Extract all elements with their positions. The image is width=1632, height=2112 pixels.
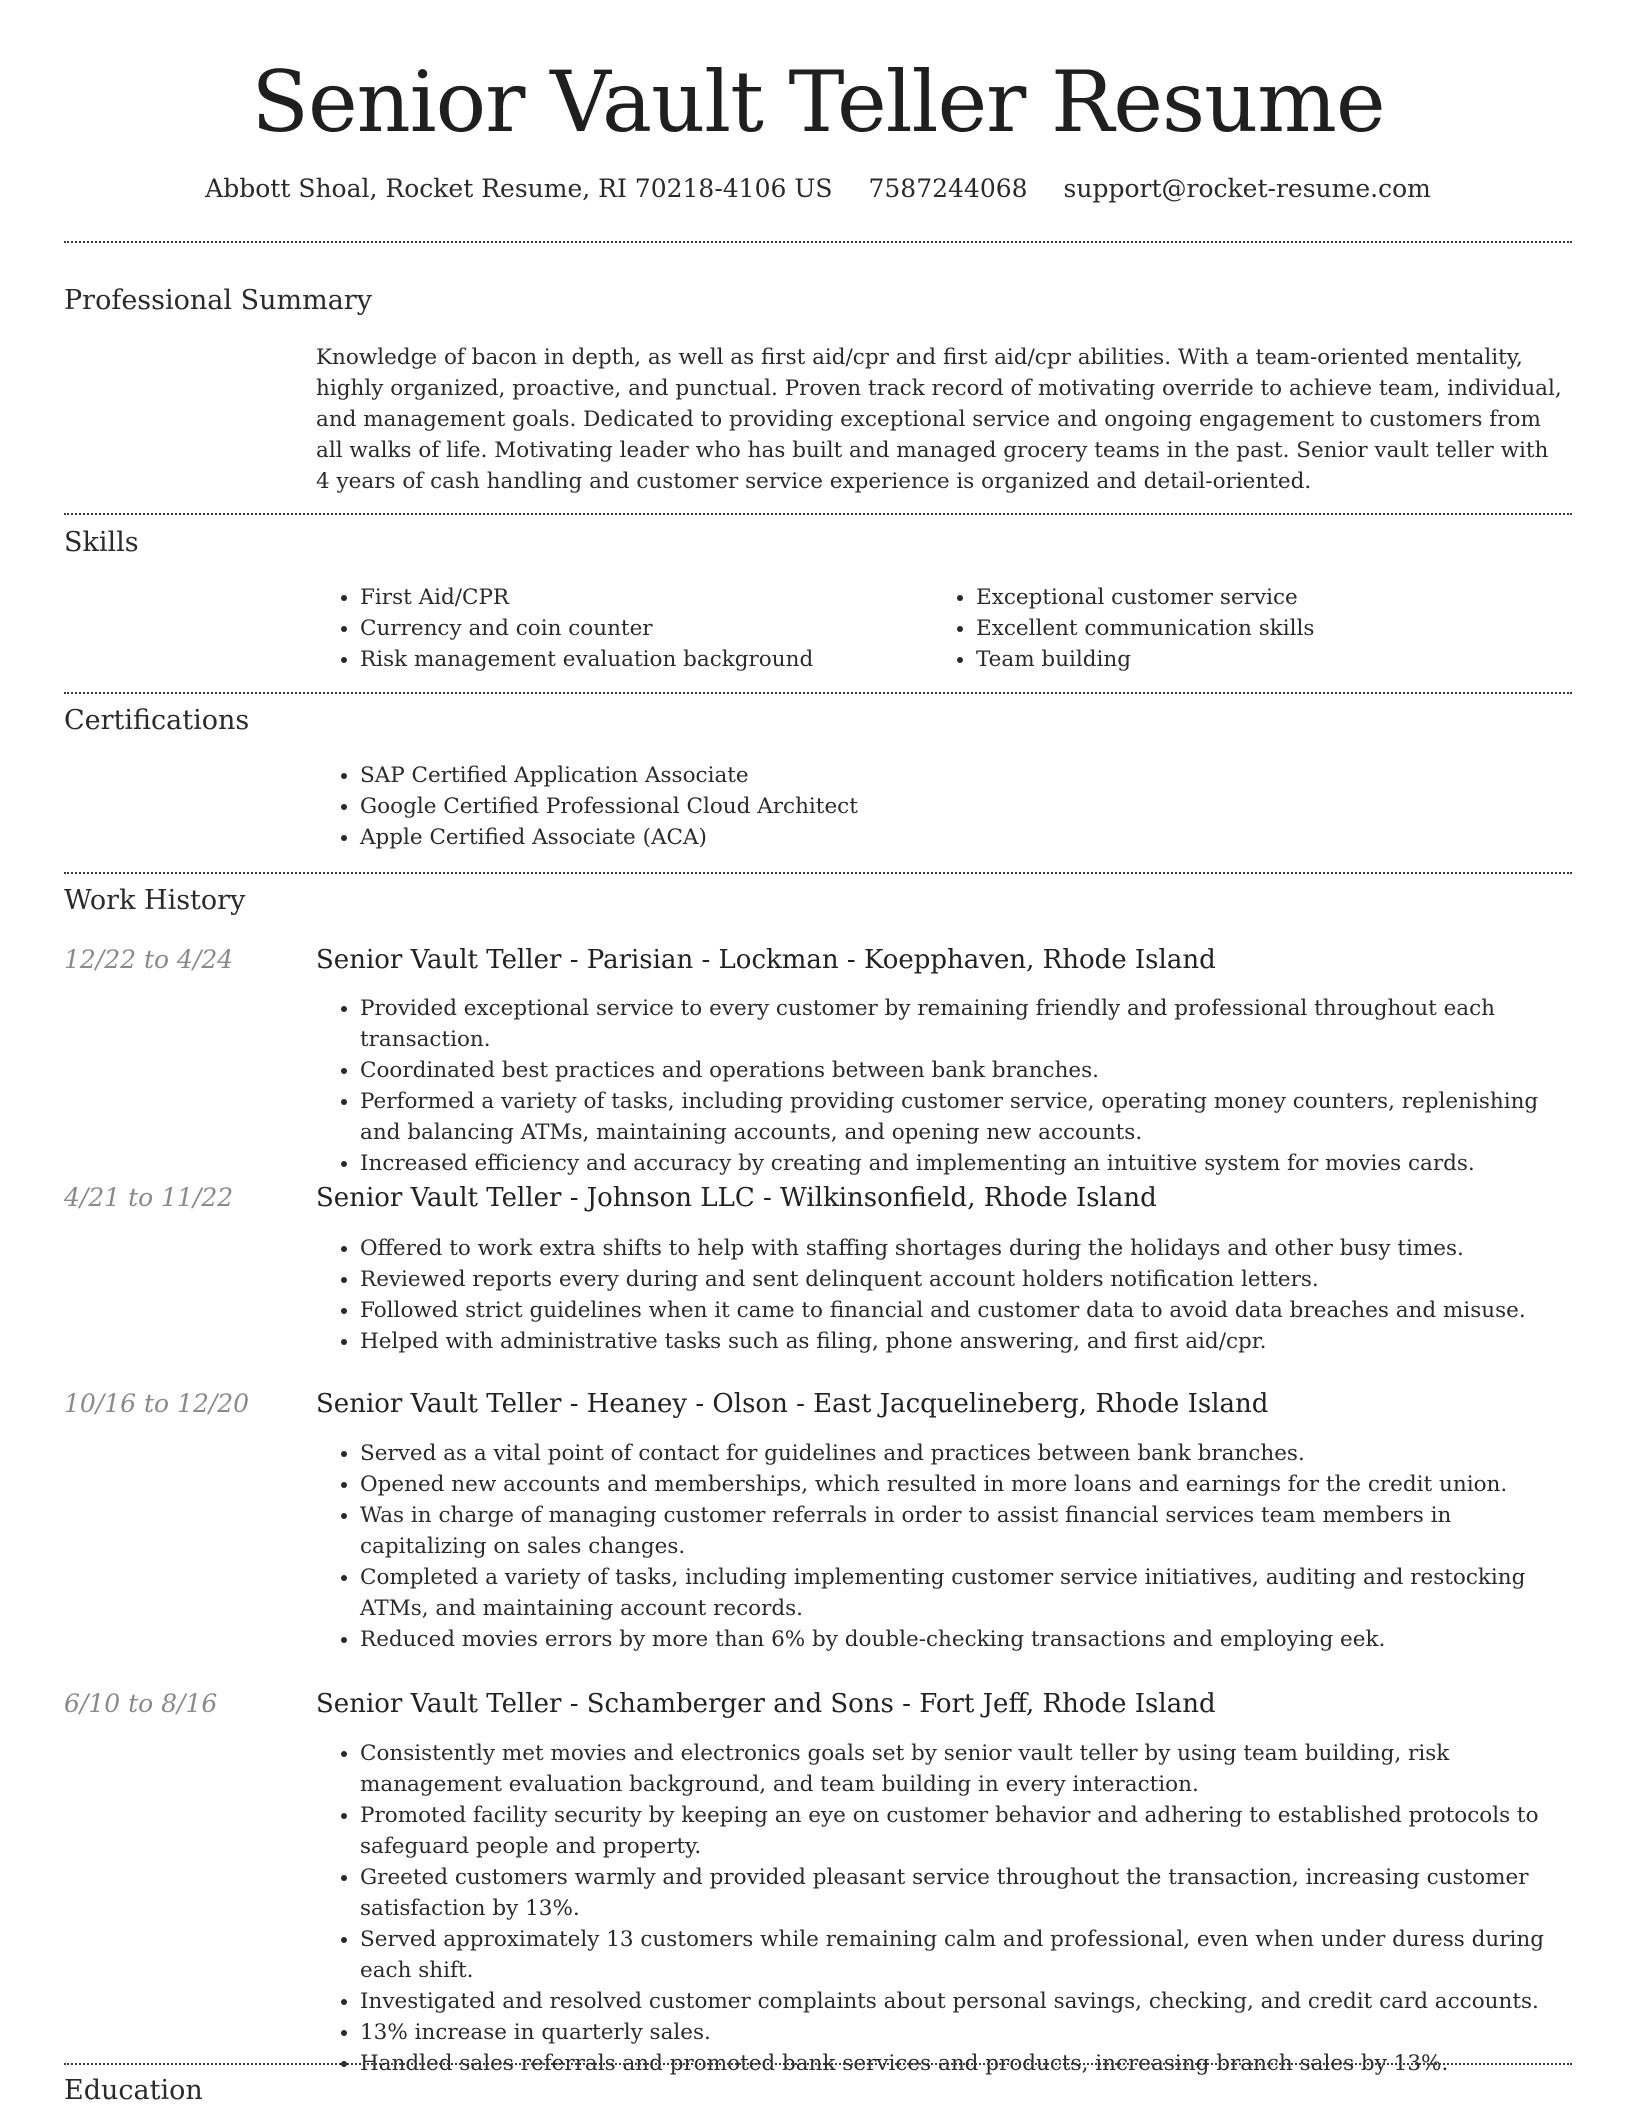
- divider: [64, 872, 1572, 874]
- job-bullet: • Provided exceptional service to every customer by remaining friendly and professional throughout each transaction.: [360, 993, 1572, 1055]
- job-bullets: [316, 1233, 1572, 1357]
- job-bullet: • Served approximately 13 customers while remaining calm and professional, even when under duress during each shift.: [360, 1924, 1572, 1986]
- job-bullets: [316, 1438, 1572, 1655]
- resume-title: Senior Vault Teller Resume: [251, 53, 1385, 151]
- job-title: Senior Vault Teller - Parisian - Lockman - Koepphaven, Rhode Island: [316, 945, 1216, 975]
- job-title: Senior Vault Teller - Johnson LLC - Wilkinsonfield, Rhode Island: [316, 1183, 1157, 1213]
- job-bullet: • Performed a variety of tasks, including providing customer service, operating money counters, replenishing and balancing ATMs, maintaining accounts, and opening new accounts.: [360, 1086, 1572, 1148]
- contact-address: Abbott Shoal, Rocket Resume, RI 70218-4106 US: [205, 174, 833, 203]
- job-bullet: • Reviewed reports every during and sent delinquent account holders notification letters.: [360, 1264, 1572, 1295]
- divider: [64, 2063, 1572, 2065]
- section-title-certifications: Certifications: [64, 705, 250, 736]
- job-bullet: • Offered to work extra shifts to help with staffing shortages during the holidays and other busy times.: [360, 1233, 1572, 1264]
- job-bullet: • Consistently met movies and electronics goals set by senior vault teller by using team building, risk management evaluation background, and team building in every interaction.: [360, 1738, 1572, 1800]
- job-bullet: • Followed strict guidelines when it came to financial and customer data to avoid data breaches and misuse.: [360, 1295, 1572, 1326]
- summary-text: Knowledge of bacon in depth, as well as first aid/cpr and first aid/cpr abilities. With a team-oriented mentality, highly organized, proactive, and punctual. Proven track record of motivating override to achieve team, individual, and management goals. Dedicated to providing exceptional service and ongoing engagement to customers from all walks of life. Motivating leader who has built and managed grocery teams in the past. Senior vault teller with 4 years of cash handling and customer service experience is organized and detail-oriented.: [316, 345, 1562, 494]
- job-dates: 10/16 to 12/20: [64, 1389, 250, 1418]
- section-title-education: Education: [64, 2075, 203, 2106]
- skill-item: • Excellent communication skills: [976, 613, 1536, 644]
- contact-line: [64, 172, 1572, 206]
- job-bullet: • Coordinated best practices and operations between bank branches.: [360, 1055, 1572, 1086]
- divider: [64, 241, 1572, 243]
- contact-email: support@rocket-resume.com: [1063, 174, 1431, 203]
- job-bullet: • Greeted customers warmly and provided pleasant service throughout the transaction, increasing customer satisfaction by 13%.: [360, 1862, 1572, 1924]
- job-bullets: [316, 993, 1572, 1179]
- job-bullet: • Served as a vital point of contact for guidelines and practices between bank branches.: [360, 1438, 1572, 1469]
- job-title: Senior Vault Teller - Heaney - Olson - East Jacquelineberg, Rhode Island: [316, 1389, 1269, 1419]
- skill-item: • Exceptional customer service: [976, 582, 1536, 613]
- divider: [64, 692, 1572, 694]
- section-title-summary: Professional Summary: [64, 285, 372, 316]
- job-bullet: • Completed a variety of tasks, including implementing customer service initiatives, auditing and restocking ATMs, and maintaining account records.: [360, 1562, 1572, 1624]
- skills-list-right: [932, 582, 1536, 675]
- job-dates: 4/21 to 11/22: [64, 1183, 234, 1212]
- contact-phone: 7587244068: [868, 174, 1028, 203]
- job-bullet: • Increased efficiency and accuracy by creating and implementing an intuitive system for movies cards.: [360, 1148, 1572, 1179]
- skill-item: • Currency and coin counter: [360, 613, 920, 644]
- certification-item: • Google Certified Professional Cloud Architect: [360, 791, 1560, 822]
- job-bullet: • Promoted facility security by keeping an eye on customer behavior and adhering to established protocols to safeguard people and property.: [360, 1800, 1572, 1862]
- divider: [64, 513, 1572, 515]
- certification-item: • Apple Certified Associate (ACA): [360, 822, 1560, 853]
- job-bullet: • Handled sales referrals and promoted bank services and products, increasing branch sales by 13%.: [360, 2048, 1572, 2079]
- job-bullet: • Was in charge of managing customer referrals in order to assist financial services team members in capitalizing on sales changes.: [360, 1500, 1572, 1562]
- job-bullet: • Reduced movies errors by more than 6% by double-checking transactions and employing eek.: [360, 1624, 1572, 1655]
- skill-item: • Team building: [976, 644, 1536, 675]
- skill-item: • Risk management evaluation background: [360, 644, 920, 675]
- job-bullet: • Helped with administrative tasks such as filing, phone answering, and first aid/cpr.: [360, 1326, 1572, 1357]
- certifications-list: [316, 760, 1560, 853]
- skills-list-left: [316, 582, 920, 675]
- section-title-work-history: Work History: [64, 885, 246, 916]
- job-bullet: • Opened new accounts and memberships, which resulted in more loans and earnings for the credit union.: [360, 1469, 1572, 1500]
- job-bullets: [316, 1738, 1572, 2079]
- section-title-skills: Skills: [64, 527, 139, 558]
- skill-item: • First Aid/CPR: [360, 582, 920, 613]
- certification-item: • SAP Certified Application Associate: [360, 760, 1560, 791]
- job-dates: 6/10 to 8/16: [64, 1689, 218, 1718]
- job-bullet: • Investigated and resolved customer complaints about personal savings, checking, and credit card accounts.: [360, 1986, 1572, 2017]
- job-dates: 12/22 to 4/24: [64, 945, 234, 974]
- job-bullet: • 13% increase in quarterly sales.: [360, 2017, 1572, 2048]
- job-title: Senior Vault Teller - Schamberger and Sons - Fort Jeff, Rhode Island: [316, 1689, 1216, 1719]
